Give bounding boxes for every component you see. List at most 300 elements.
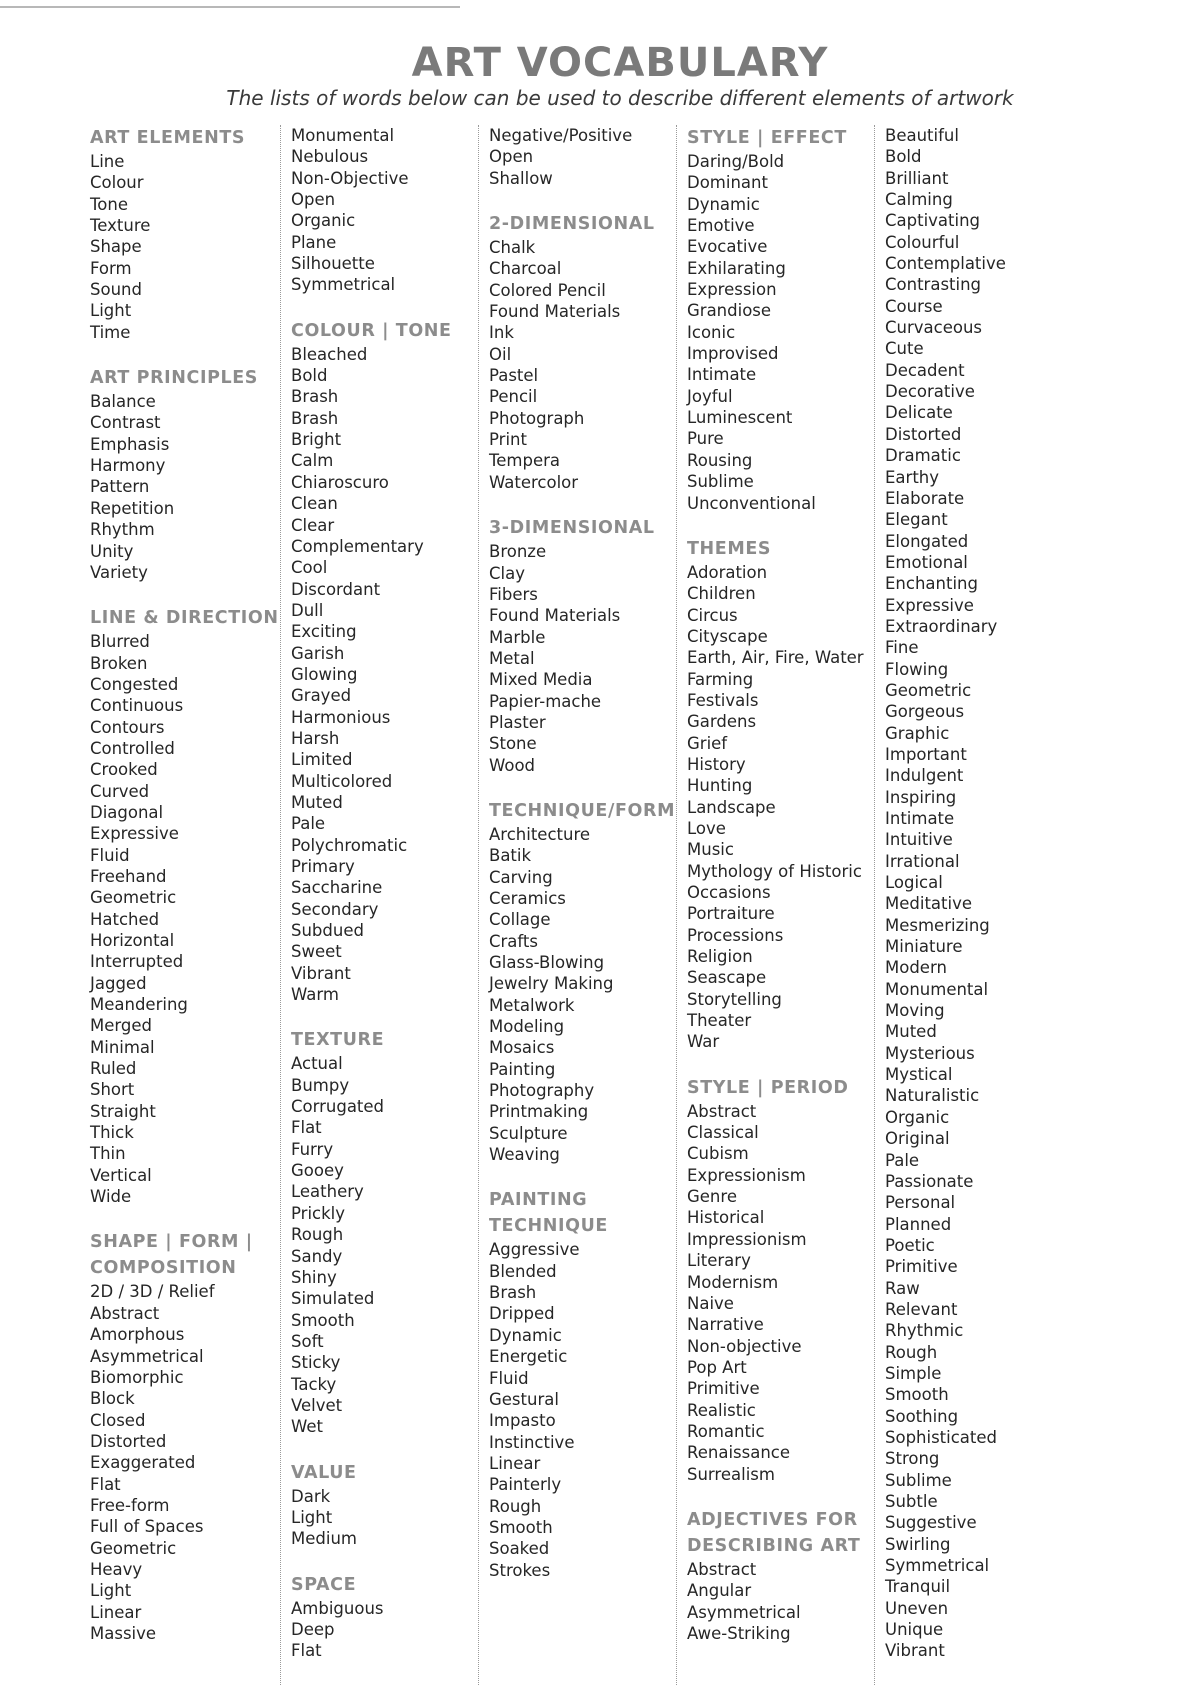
column-4 [676, 125, 886, 1685]
vocab-word: Expressive [885, 595, 974, 615]
vocab-word: Charcoal [489, 259, 562, 279]
vocab-word: Meditative [885, 894, 972, 914]
page-subtitle: The lists of words below can be used to describe different elements of artwork [226, 86, 1014, 110]
vocab-word: Children [687, 584, 756, 604]
vocab-word: Music [687, 840, 734, 860]
vocab-word: Primitive [885, 1257, 958, 1277]
vocab-word: Symmetrical [291, 275, 396, 295]
vocab-word: Furry [291, 1139, 334, 1159]
vocab-word: Form [90, 258, 132, 278]
vocab-word: Mystical [885, 1065, 953, 1085]
vocab-word: Monumental [291, 126, 395, 145]
vocab-word: Subdued [291, 921, 364, 941]
vocab-word: Grayed [291, 686, 352, 706]
vocab-word: Non-Objective [291, 168, 409, 188]
vocab-word: Asymmetrical [687, 1602, 801, 1622]
vocab-word: Soft [291, 1331, 324, 1351]
section-heading: ART ELEMENTS [90, 128, 246, 148]
vocab-word: Gardens [687, 712, 757, 732]
vocab-word: Straight [90, 1101, 156, 1121]
vocab-word: Mysterious [885, 1043, 975, 1063]
vocab-word: Brilliant [885, 168, 949, 188]
vocab-word: Narrative [687, 1315, 764, 1335]
vocab-word: Occasions [687, 883, 771, 902]
vocab-word: Exaggerated [90, 1453, 196, 1473]
vocab-word: Short [90, 1080, 135, 1100]
vocab-word: Genre [687, 1187, 737, 1207]
vocab-word: Smooth [489, 1517, 553, 1537]
vocab-word: War [687, 1032, 720, 1052]
vocab-word: Primary [291, 857, 355, 876]
vocab-word: Planned [885, 1214, 952, 1234]
vocab-word: Organic [291, 211, 356, 231]
vocab-word: Mythology of Historic [687, 861, 862, 881]
vocab-word: Full of Spaces [90, 1517, 204, 1537]
vocab-word: Relevant [885, 1299, 958, 1319]
vocab-word: Calm [291, 451, 334, 471]
vocab-word: History [687, 754, 746, 774]
vocab-word: Plaster [489, 712, 546, 732]
column-3 [478, 125, 688, 1685]
vocab-word: Open [291, 190, 336, 210]
vocab-word: Painting [489, 1059, 556, 1079]
vocab-word: Sublime [687, 472, 754, 492]
vocabulary-columns [90, 125, 1130, 1685]
vocab-word: Freehand [90, 866, 167, 886]
vocab-word: Bold [885, 147, 922, 167]
vocab-word: Elaborate [885, 488, 965, 508]
vocab-word: Colour [90, 173, 144, 193]
vocab-word: Time [90, 322, 131, 342]
vocab-word: Dynamic [489, 1325, 562, 1345]
vocab-word: Logical [885, 873, 943, 893]
vocab-word: Photograph [489, 408, 585, 428]
vocab-word: Luminescent [687, 408, 793, 428]
vocab-word: Mixed Media [489, 670, 593, 690]
section-heading: ART PRINCIPLES [90, 368, 259, 389]
vocab-word: Brash [291, 408, 339, 428]
vocab-word: Amorphous [90, 1325, 185, 1345]
vocab-word: Strokes [489, 1560, 551, 1580]
vocab-word: Expressive [90, 824, 179, 844]
vocab-word: Flat [291, 1118, 322, 1138]
vocab-section [291, 1027, 490, 1437]
vocab-word: Velvet [291, 1395, 343, 1415]
vocab-word: Intimate [687, 365, 757, 385]
vocab-word: Farming [687, 669, 754, 689]
vocab-word: Pale [291, 814, 326, 834]
vocab-word: Miniature [885, 937, 963, 957]
vocab-word: Wide [90, 1187, 132, 1207]
vocab-word: Pattern [90, 477, 150, 497]
vocab-section [291, 318, 490, 1006]
vocab-word: Decadent [885, 360, 965, 380]
vocab-word: Rhythm [90, 520, 155, 540]
vocab-word: Smooth [291, 1310, 355, 1330]
vocab-word: Dull [291, 600, 324, 620]
vocab-word: Rough [489, 1496, 542, 1516]
vocab-word: Raw [885, 1278, 920, 1298]
vocab-word: Gestural [489, 1389, 559, 1409]
vocab-word: Variety [90, 562, 148, 582]
vocab-word: Massive [90, 1623, 157, 1643]
section-heading: LINE & DIRECTION [90, 608, 279, 629]
vocab-word: Horizontal [90, 931, 175, 950]
vocab-word: Cool [291, 558, 328, 578]
vocab-section [291, 1460, 490, 1550]
vocab-word: Ambiguous [291, 1598, 384, 1618]
vocab-section [90, 605, 300, 1207]
vocab-word: Grandiose [687, 301, 772, 321]
vocab-word: Clay [489, 563, 525, 583]
vocab-word: Plane [291, 232, 337, 252]
vocab-word: Painterly [489, 1475, 562, 1495]
section-heading: TEXTURE [291, 1030, 385, 1051]
vocab-word: Pale [885, 1150, 920, 1170]
vocab-word: Impressionism [687, 1229, 807, 1249]
vocab-word: Warm [291, 985, 339, 1005]
vocab-word: Sound [90, 280, 142, 300]
vocab-word: Surrealism [687, 1464, 775, 1484]
vocab-word: Interrupted [90, 952, 184, 972]
vocab-word: Heavy [90, 1559, 143, 1579]
vocab-word: Bright [291, 430, 342, 450]
vocab-word: Theater [687, 1011, 752, 1031]
vocab-word: Dramatic [885, 446, 961, 466]
vocab-word: Light [90, 301, 132, 321]
vocab-word: Sculpture [489, 1123, 568, 1143]
vocab-word: Blurred [90, 632, 150, 652]
vocab-word: Monumental [885, 979, 989, 999]
vocab-word: Graphic [885, 723, 950, 743]
vocab-word: Brash [489, 1283, 537, 1303]
vocab-word: Dominant [687, 173, 768, 193]
vocab-word: Silhouette [291, 254, 375, 274]
vocab-word: Moving [885, 1001, 945, 1021]
vocab-word: Colourful [885, 232, 960, 252]
vocab-word: Stone [489, 734, 537, 754]
vocab-word: Beautiful [885, 126, 959, 145]
section-heading: COLOUR | TONE [291, 320, 452, 341]
vocab-word: Improvised [687, 344, 779, 364]
vocab-word: Jewelry Making [489, 974, 614, 994]
vocab-word: Open [489, 147, 534, 167]
vocab-word: Course [885, 296, 943, 316]
vocab-section [489, 125, 688, 189]
vocab-word: Original [885, 1129, 950, 1149]
vocab-word: Processions [687, 925, 784, 945]
vocab-word: Cubism [687, 1144, 749, 1164]
vocab-word: Elongated [885, 531, 969, 551]
vocab-word: Rough [291, 1225, 344, 1245]
vocab-word: Thick [90, 1123, 134, 1143]
vocab-word: Swirling [885, 1534, 951, 1554]
vocab-word: Chalk [489, 238, 536, 258]
vocab-section [90, 365, 300, 583]
vocab-word: Actual [291, 1054, 343, 1074]
vocab-word: Found Materials [489, 606, 621, 626]
vocab-word: Dark [291, 1486, 331, 1506]
vocab-word: Impasto [489, 1411, 556, 1431]
vocab-word: Distorted [90, 1431, 167, 1451]
vocab-word: Distorted [885, 424, 962, 444]
vocab-word: Historical [687, 1208, 765, 1228]
vocab-section [687, 125, 886, 514]
vocab-word: Contrasting [885, 275, 982, 295]
vocab-word: Landscape [687, 797, 776, 817]
vocab-word: Light [90, 1581, 132, 1601]
vocab-word: Subtle [885, 1492, 938, 1511]
vocab-word: Organic [885, 1107, 950, 1127]
vocab-section [489, 798, 688, 1166]
section-heading: SPACE [291, 1574, 357, 1595]
vocab-word: Unconventional [687, 493, 816, 513]
vocab-word: Dynamic [687, 194, 760, 214]
vocab-word: Love [687, 818, 726, 838]
vocab-word: Fluid [90, 845, 130, 865]
vocab-word: Linear [489, 1453, 541, 1473]
section-heading: ADJECTIVES FOR DESCRIBING ART [687, 1509, 861, 1556]
vocab-word: Shiny [291, 1267, 337, 1287]
vocab-word: Abstract [687, 1101, 757, 1121]
vocab-word: Discordant [291, 579, 381, 599]
vocab-word: Dripped [489, 1304, 555, 1324]
vocab-word: Print [489, 430, 527, 450]
vocab-word: Storytelling [687, 989, 782, 1009]
vocab-section [687, 1507, 886, 1644]
vocab-word: Seascape [687, 968, 767, 988]
vocab-word: Merged [90, 1016, 152, 1036]
vocab-word: Asymmetrical [90, 1346, 204, 1366]
vocab-word: Instinctive [489, 1432, 575, 1452]
vocab-word: Contours [90, 717, 165, 737]
vocab-word: Realistic [687, 1400, 756, 1420]
vocab-word: Inspiring [885, 787, 957, 807]
section-heading: 3-DIMENSIONAL [489, 518, 655, 539]
vocab-word: Multicolored [291, 771, 393, 791]
section-heading: VALUE [291, 1462, 357, 1483]
vocab-word: Renaissance [687, 1443, 791, 1463]
vocab-word: Ruled [90, 1059, 137, 1079]
vocab-word: Classical [687, 1123, 759, 1143]
section-heading: STYLE | EFFECT [687, 128, 847, 148]
vocab-word: Pop Art [687, 1357, 747, 1377]
vocab-word: Captivating [885, 211, 981, 231]
vocab-word: Marble [489, 627, 546, 647]
vocab-word: Irrational [885, 851, 960, 871]
vocab-word: Non-objective [687, 1336, 802, 1356]
vocab-section [885, 125, 1084, 1662]
vocab-word: Enchanting [885, 574, 978, 594]
vocab-word: Passionate [885, 1171, 974, 1191]
vocab-word: Corrugated [291, 1097, 385, 1117]
vocab-word: Fine [885, 638, 919, 658]
vocab-word: Oil [489, 344, 512, 364]
vocab-word: Flat [90, 1474, 121, 1494]
vocab-word: Unique [885, 1620, 944, 1640]
vocab-word: Papier-mache [489, 691, 602, 711]
vocab-word: Smooth [885, 1385, 949, 1405]
vocab-word: Architecture [489, 824, 591, 844]
vocab-word: Emphasis [90, 434, 170, 454]
vocab-word: Gooey [291, 1161, 344, 1181]
vocab-word: Secondary [291, 899, 379, 919]
vocab-word: Literary [687, 1251, 751, 1271]
vocab-word: Meandering [90, 995, 188, 1015]
vocab-word: Intuitive [885, 830, 953, 850]
vocab-word: Naturalistic [885, 1086, 980, 1106]
column-5 [874, 125, 1084, 1685]
vocab-word: Extraordinary [885, 616, 998, 636]
vocab-word: Adoration [687, 562, 768, 582]
vocab-word: Flowing [885, 659, 949, 679]
vocab-word: Batik [489, 846, 532, 866]
vocab-word: Curved [90, 781, 150, 801]
vocab-word: Wet [291, 1417, 323, 1437]
vocab-word: Harmony [90, 456, 166, 476]
vocab-section [489, 1187, 688, 1581]
vocab-word: Exciting [291, 622, 357, 642]
vocab-word: 2D / 3D / Relief [90, 1282, 215, 1302]
vocab-section [489, 211, 688, 493]
vocab-word: Line [90, 152, 125, 171]
vocab-word: Unity [90, 541, 134, 561]
vocab-word: Portraiture [687, 904, 775, 924]
vocab-word: Religion [687, 947, 753, 967]
vocab-word: Bold [291, 366, 328, 386]
vocab-word: Personal [885, 1193, 956, 1213]
vocab-word: Light [291, 1507, 333, 1527]
vocab-word: Delicate [885, 403, 953, 423]
vocab-word: Nebulous [291, 147, 369, 167]
vocab-word: Prickly [291, 1203, 346, 1223]
vocab-word: Suggestive [885, 1513, 977, 1533]
vocab-word: Complementary [291, 536, 424, 556]
vocab-word: Uneven [885, 1598, 949, 1618]
vocab-word: Sticky [291, 1353, 341, 1373]
vocab-word: Broken [90, 653, 148, 673]
vocab-word: Tone [90, 194, 128, 214]
vocab-word: Grief [687, 733, 728, 753]
vocab-word: Tranquil [885, 1577, 951, 1597]
vocab-word: Carving [489, 867, 553, 887]
section-heading: TECHNIQUE/FORM [489, 800, 676, 821]
vocab-word: Decorative [885, 382, 975, 402]
vocab-word: Earth, Air, Fire, Water [687, 648, 864, 668]
section-heading: SHAPE | FORM | COMPOSITION [90, 1232, 253, 1279]
vocab-word: Poetic [885, 1235, 935, 1255]
vocab-word: Abstract [687, 1559, 757, 1579]
vocab-word: Earthy [885, 467, 940, 487]
vocab-word: Vibrant [291, 963, 351, 983]
vocab-word: Clear [291, 515, 335, 535]
vocab-word: Free-form [90, 1495, 170, 1515]
vocab-word: Watercolor [489, 472, 579, 492]
page-title: ART VOCABULARY [411, 40, 829, 86]
vocab-word: Block [90, 1389, 135, 1409]
vocab-word: Brash [291, 387, 339, 407]
vocab-word: Deep [291, 1619, 335, 1639]
vocab-word: Intimate [885, 809, 955, 828]
vocab-word: Minimal [90, 1037, 155, 1057]
column-1 [90, 125, 300, 1685]
vocab-word: Controlled [90, 738, 175, 758]
column-2 [280, 125, 490, 1685]
vocab-section [687, 1075, 886, 1485]
vocab-word: Photography [489, 1081, 595, 1101]
vocab-word: Festivals [687, 690, 759, 710]
vocab-word: Strong [885, 1449, 940, 1469]
vocab-word: Contrast [90, 413, 161, 433]
vocab-word: Geometric [885, 680, 972, 700]
section-heading: STYLE | PERIOD [687, 1077, 849, 1098]
vocab-word: Mosaics [489, 1038, 555, 1058]
vocab-word: Rousing [687, 450, 753, 470]
vocab-word: Glowing [291, 664, 358, 684]
vocab-word: Clean [291, 494, 338, 514]
vocab-section [291, 1572, 490, 1662]
vocab-word: Rhythmic [885, 1321, 964, 1341]
vocab-word: Hunting [687, 776, 753, 796]
vocab-word: Important [885, 744, 967, 764]
vocab-word: Glass-Blowing [489, 953, 605, 972]
vocab-word: Linear [90, 1602, 142, 1622]
vocab-word: Ceramics [489, 888, 566, 908]
vocab-section [291, 125, 490, 296]
top-rule [0, 6, 460, 8]
vocab-word: Blended [489, 1261, 557, 1281]
vocab-word: Wood [489, 755, 536, 775]
vocab-word: Pure [687, 429, 724, 449]
vocab-word: Geometric [90, 1538, 177, 1558]
vocab-word: Curvaceous [885, 318, 983, 338]
vocab-word: Balance [90, 392, 156, 412]
vocab-word: Fluid [489, 1368, 529, 1388]
vocab-word: Sandy [291, 1246, 343, 1266]
vocab-word: Closed [90, 1410, 146, 1430]
vocab-section [90, 125, 300, 343]
vocab-section [687, 536, 886, 1053]
vocab-word: Repetition [90, 498, 175, 518]
vocab-word: Pastel [489, 366, 539, 386]
vocab-word: Shape [90, 237, 142, 257]
vocab-word: Crooked [90, 760, 158, 780]
section-heading: THEMES [687, 538, 772, 559]
vocab-word: Sweet [291, 942, 342, 962]
vocab-word: Harmonious [291, 707, 391, 727]
vocab-word: Primitive [687, 1379, 760, 1399]
vocab-word: Congested [90, 674, 179, 694]
vocab-word: Sublime [885, 1470, 952, 1490]
vocab-word: Medium [291, 1529, 357, 1549]
vocab-word: Muted [885, 1022, 937, 1042]
vocab-word: Muted [291, 792, 343, 812]
vocab-section [489, 515, 688, 776]
vocab-word: Soothing [885, 1406, 959, 1426]
vocab-word: Daring/Bold [687, 152, 785, 171]
vocab-word: Emotive [687, 216, 755, 236]
vocab-word: Cityscape [687, 626, 768, 646]
vocab-word: Simple [885, 1363, 942, 1383]
vocab-word: Saccharine [291, 878, 383, 898]
vocab-word: Crafts [489, 931, 539, 951]
vocab-word: Flat [291, 1641, 322, 1661]
vocab-word: Iconic [687, 322, 736, 342]
vocab-word: Chiaroscuro [291, 472, 389, 492]
vocab-word: Thin [90, 1144, 126, 1164]
vocab-word: Energetic [489, 1347, 568, 1367]
vocab-word: Rough [885, 1342, 938, 1362]
